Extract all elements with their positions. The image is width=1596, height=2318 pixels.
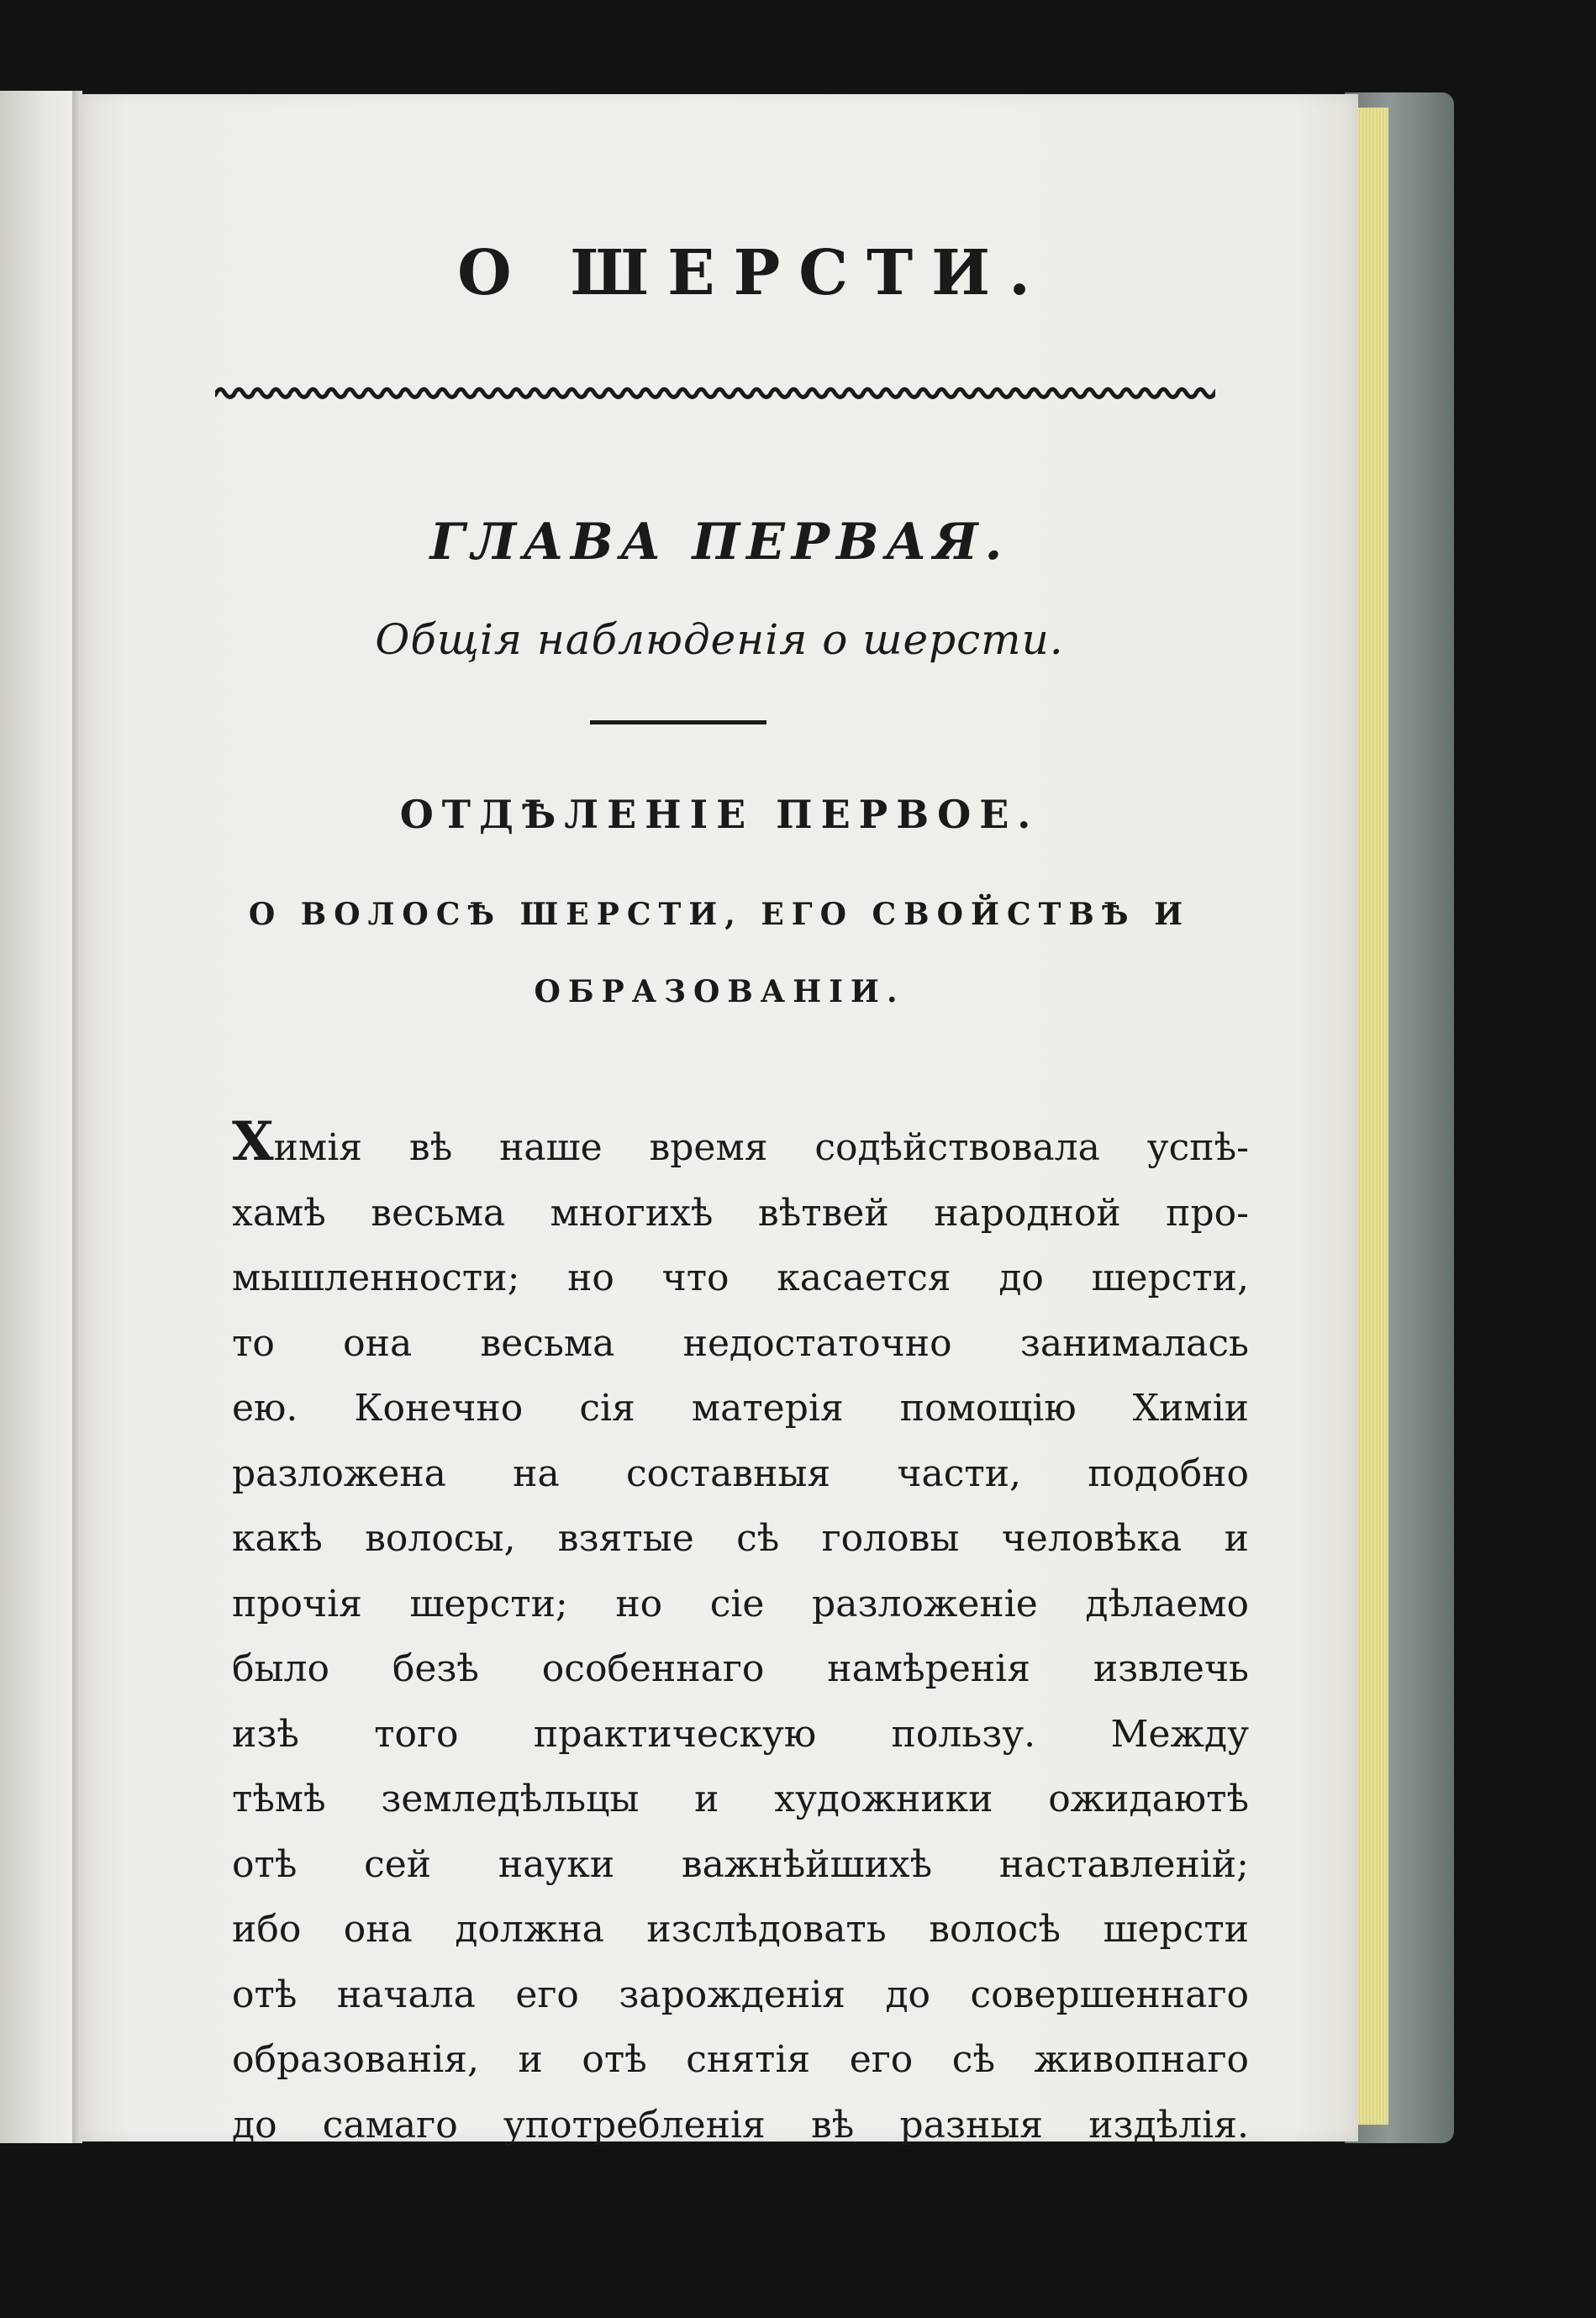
- body-paragraph: [232, 1109, 1249, 2157]
- section-subtitle: [207, 876, 1232, 1030]
- body-line: до самаго употребленія вѣ разныя издѣлія.: [232, 2103, 1249, 2147]
- page-title: О ШЕРСТИ.: [457, 237, 1049, 309]
- body-line: то она весьма недостаточно занималась: [232, 1321, 1249, 1365]
- body-line: было безѣ особеннаго намѣренія извлечь: [232, 1647, 1249, 1690]
- book-page: [81, 94, 1358, 2147]
- drop-cap: Х: [232, 1110, 274, 1173]
- section-heading: ОТДѢЛЕНІЕ ПЕРВОЕ.: [399, 792, 1040, 837]
- horizontal-rule: [590, 720, 766, 724]
- body-line: хамѣ весьма многихѣ вѣтвей народной про-: [232, 1191, 1249, 1235]
- body-line: тѣмѣ земледѣльцы и художники ожидаютѣ: [232, 1778, 1249, 1820]
- body-line: разложена на составныя части, подобно: [232, 1451, 1249, 1495]
- body-line: изѣ того практическую пользу. Между: [232, 1712, 1249, 1756]
- section-subtitle-line-1: О ВОЛОСѢ ШЕРСТИ, ЕГО СВОЙСТВѢ И: [248, 897, 1191, 932]
- section-subtitle-line-2: ОБРАЗОВАНІИ.: [534, 974, 905, 1009]
- facing-page-edge: [0, 91, 77, 2143]
- body-line: прочія шерсти; но сіе разложеніе дѣлаемо: [232, 1582, 1249, 1625]
- body-line: мышленности; но что касается до шерсти,: [232, 1256, 1249, 1299]
- page-edges: [1355, 108, 1388, 2125]
- body-line: образованія, и отѣ снятія его сѣ живопнаго: [232, 2038, 1249, 2081]
- body-line: ибо она должна изслѣдовать волосѣ шерсти: [232, 1908, 1249, 1951]
- wavy-ornament-divider: [215, 382, 1215, 403]
- body-line: отѣ сей науки важнѣйшихѣ наставленій;: [232, 1842, 1249, 1886]
- body-line-text: имія вѣ наше время содѣйствовала успѣ-: [273, 1126, 1249, 1169]
- chapter-subtitle: Общія наблюденія о шерсти.: [375, 615, 1064, 664]
- body-line: ею. Конечно сія матерія помощію Химіи: [232, 1387, 1249, 1430]
- chapter-heading: ГЛАВА ПЕРВАЯ.: [429, 513, 1009, 572]
- body-line: какѣ волосы, взятые сѣ головы человѣка и: [232, 1517, 1249, 1560]
- body-line: [232, 1109, 1249, 1181]
- body-line: отѣ начала его зарожденія до совершеннаго: [232, 1973, 1249, 2016]
